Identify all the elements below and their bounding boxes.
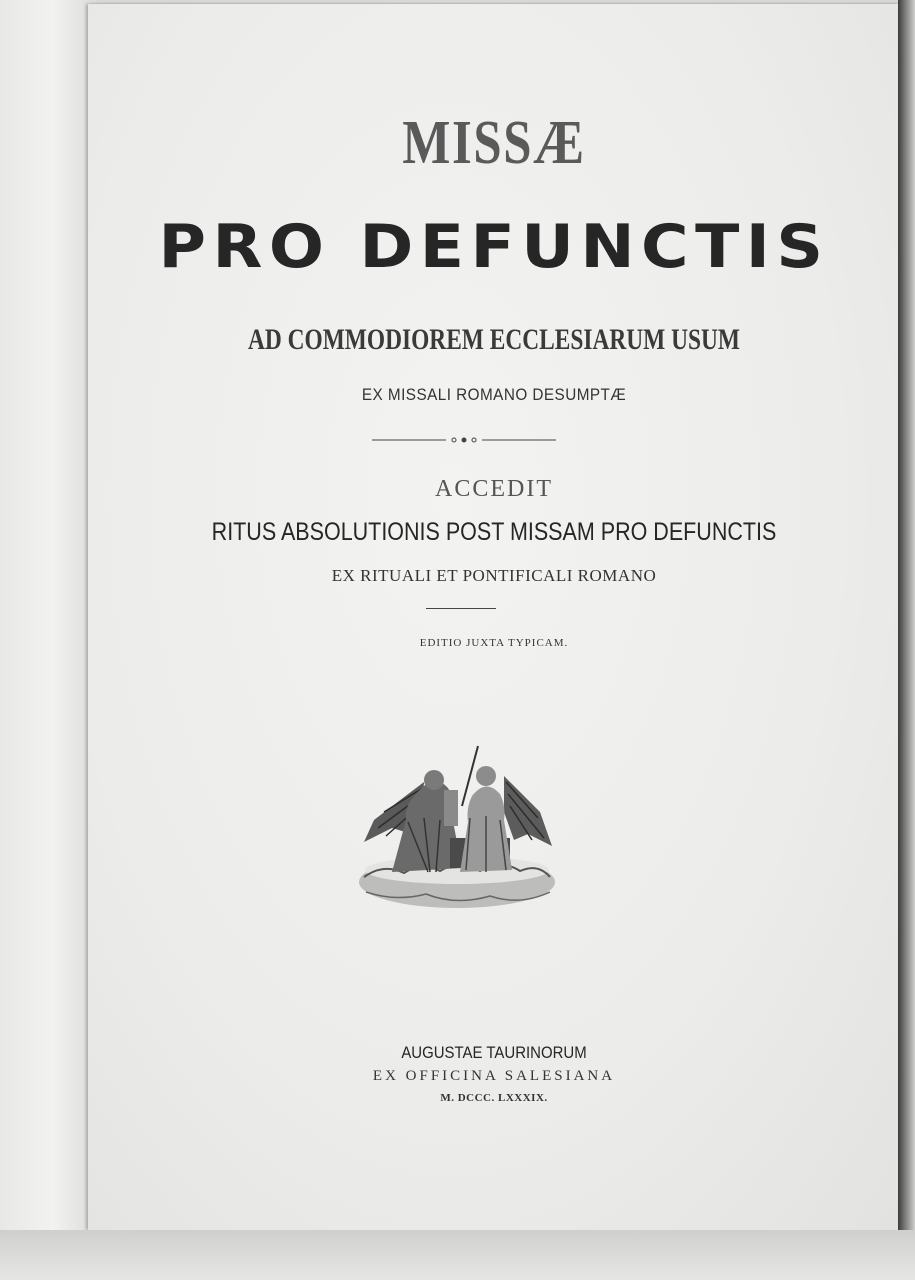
source-line: EX MISSALI ROMANO DESUMPTÆ — [361, 385, 627, 404]
rite-source: EX RITUALI ET PONTIFICALI ROMANO — [331, 566, 657, 585]
ornamental-divider — [372, 434, 556, 446]
imprint-year: M. DCCC. LXXXIX. — [440, 1092, 548, 1104]
imprint-publisher: EX OFFICINA SALESIANA — [372, 1068, 616, 1084]
edition-note: EDITIO JUXTA TYPICAM. — [419, 637, 569, 649]
angels-vignette-icon — [354, 742, 560, 912]
book-edge-shadow — [898, 0, 915, 1280]
imprint-city: AUGUSTAE TAURINORUM — [401, 1043, 587, 1062]
page-bottom-margin — [0, 1230, 915, 1280]
rite-title: RITUS ABSOLUTIONIS POST MISSAM PRO DEFUNCTIS — [211, 518, 777, 546]
accedit-heading: ACCEDIT — [435, 476, 553, 502]
main-title: PRO DEFUNCTIS — [158, 212, 830, 282]
title-missae: MISSÆ — [402, 109, 586, 177]
subtitle: AD COMMODIOREM ECCLESIARUM USUM — [247, 323, 741, 356]
facing-page-edge — [0, 0, 96, 1280]
short-rule — [426, 608, 496, 609]
